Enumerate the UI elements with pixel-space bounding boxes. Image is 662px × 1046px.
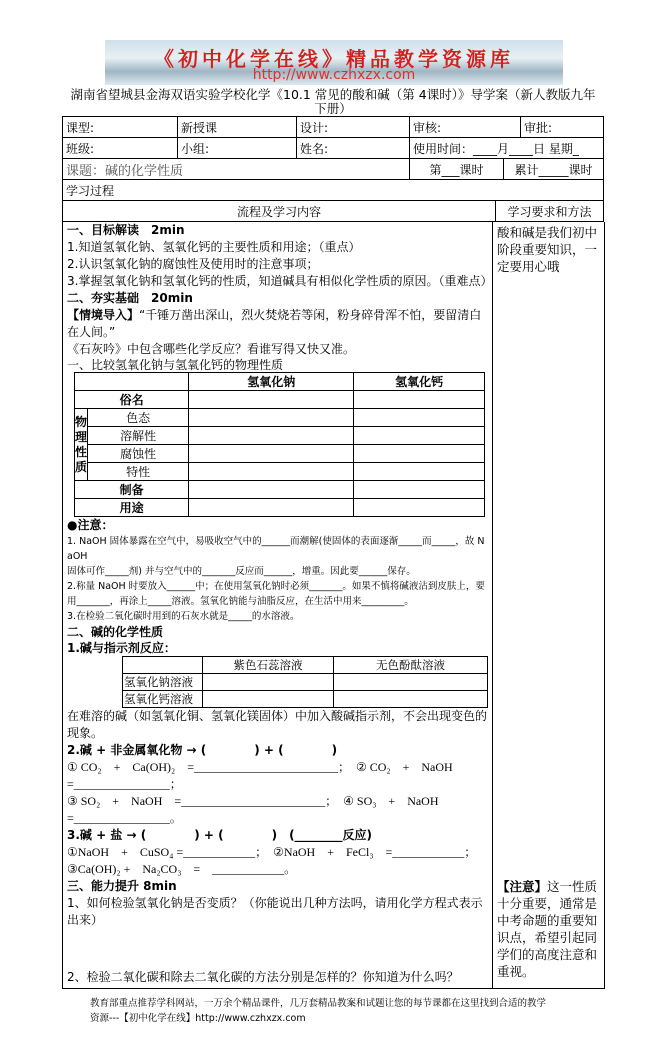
section-heading: 二、夯实基础 20min [67, 291, 193, 305]
row-label: 色态 [88, 409, 189, 427]
question: 1、如何检验氢氧化钠是否变质？（你能说出几种方法吗，请用化学方程式表示出来） [67, 896, 483, 927]
notes-heading: ●注意： [67, 518, 114, 532]
col-header: 氢氧化钠 [189, 373, 354, 391]
objective: 2.认识氢氧化钠的腐蚀性及使用时的注意事项； [67, 257, 319, 271]
banner-title: 《初中化学在线》精品教学资源库 [154, 47, 514, 71]
equation: ① CO₂ + Ca(OH)₂ =________________________； ② CO₂ + NaOH [67, 760, 453, 774]
row-label: 特性 [88, 463, 189, 481]
col-right-header: 学习要求和方法 [496, 201, 604, 222]
equation: ①NaOH + CuSO₄ =____________； ②NaOH + FeCl₃ =____________； [67, 845, 477, 859]
footer [90, 996, 662, 1046]
cell: 使用时间：____月____日 星期_ [410, 138, 604, 159]
footer-line: 教育部重点推荐学科网站，一万余个精品课件，几万套精品教案和试题让您的每节课都在这里找到合适的教学 [90, 998, 547, 1009]
row-label: 氢氧化钙溶液 [123, 691, 203, 708]
physical-properties-table [74, 372, 485, 517]
objective: 1.知道氢氧化钠、氢氧化钙的主要性质和用途；（重点） [67, 240, 361, 254]
note-line: 3.在检验二氧化碳时用到的石灰水就是_____的水溶液。 [67, 611, 300, 622]
row-label: 溶解性 [88, 427, 189, 445]
lesson-count: 第___课时 [410, 159, 504, 180]
cell: 新授课 [178, 117, 297, 138]
note-line: 2.称量 NaOH 时要放入______中；在使用氢氧化钠时必须_______。如果不慎将碱液沾到皮肤上，要 [67, 581, 485, 592]
objective: 3.掌握氢氧化钠和氢氧化钙的性质，知道碱具有相似化学性质的原因。（重难点） [67, 274, 493, 288]
note-line: 用_______，再涂上_____溶液。氢氧化钠能与油脂反应，在生活中用来_________。 [67, 596, 414, 607]
footer-line: 资源---【初中化学在线】http://www.czhxzx.com [90, 1013, 306, 1024]
note-line: 1. NaOH 固体暴露在空气中，易吸收空气中的______而潮解(使固体的表面逐渐_____而_____，故 NaOH [67, 536, 485, 562]
equation: =________________； [67, 777, 182, 791]
intro-text: “千锤万凿出深山，烈火焚烧若等闲，粉身碎骨浑不怕，要留清白在人间。” [67, 308, 482, 339]
equation: ③ SO₂ + NaOH =________________________； ④ SO₃ + NaOH [67, 794, 439, 808]
group-label: 物理性质 [75, 409, 88, 481]
subheading: 2.碱 + 非金属氧化物 → ( ) + ( ) [67, 743, 338, 757]
cell: 姓名: [297, 138, 410, 159]
doc-title: 湖南省望城县金海双语实验学校化学《10.1 常见的酸和碱（第 4课时）》导学案（新人教版九年 [70, 87, 596, 102]
cell: 课型: [63, 117, 178, 138]
cell: 小组: [178, 138, 297, 159]
subheading: 3.碱 + 盐 → ( ) + ( ) (________反应) [67, 828, 373, 842]
cell: 审批: [521, 117, 604, 138]
section-heading: 二、碱的化学性质 [67, 625, 164, 639]
row-label: 用途 [75, 499, 189, 517]
left-column [63, 222, 493, 988]
right-column [493, 222, 604, 988]
col-header: 紫色石蕊溶液 [203, 657, 334, 674]
intro-tag: 【情境导入】 [67, 308, 140, 322]
main-content [62, 222, 605, 989]
section-heading: 三、能力提升 8min [67, 879, 177, 893]
indicator-note: 在难溶的碱（如氢氧化铜、氢氧化镁固体）中加入酸碱指示剂，不会出现变色的现象。 [67, 709, 488, 740]
subheading: 1.碱与指示剂反应： [67, 641, 176, 655]
indicator-table [122, 656, 488, 708]
row-label: 腐蚀性 [88, 445, 189, 463]
col-left-header: 流程及学习内容 [63, 201, 496, 222]
row-label: 氢氧化钠溶液 [123, 674, 203, 691]
equation: =________________。 [67, 811, 182, 825]
doc-title-cont: 下册） [314, 101, 352, 116]
question: 2、检验二氧化碳和除去二氧化碳的方法分别是怎样的？你知道为什么吗？ [67, 970, 459, 984]
cell: 审核: [410, 117, 521, 138]
note-line: 固体可作_____剂) 并与空气中的_______反应而______，增重。因此要______保存。 [67, 566, 416, 577]
row-label: 制备 [75, 481, 189, 499]
process-label: 学习过程 [63, 180, 604, 201]
cell: 班级: [63, 138, 178, 159]
row-label: 俗名 [75, 391, 189, 409]
equation: ③Ca(OH)₂ + Na₂CO₃ = ____________。 [67, 862, 297, 876]
banner-logo [105, 40, 563, 85]
tip-2 [493, 876, 604, 982]
total-lessons: 累计_____课时 [504, 159, 604, 180]
section-heading: 一、目标解读 2min [67, 223, 185, 237]
col-header: 氢氧化钙 [354, 373, 485, 391]
intro-text: 《石灰吟》中包含哪些化学反应？看谁写得又快又准。 [67, 342, 356, 356]
topic-row [62, 158, 604, 201]
banner-url: http://www.czhxzx.com [252, 67, 416, 83]
column-headers [62, 200, 604, 222]
tip-1: 酸和碱是我们初中阶段重要知识，一定要用心哦 [497, 225, 598, 274]
cell: 设计: [297, 117, 410, 138]
tip-text: 这一性质十分重要，通常是中考命题的重要知识点，希望引起同学们的高度注意和重视。 [497, 879, 598, 979]
info-table [62, 116, 604, 159]
tip-tag: 【注意】 [497, 879, 548, 894]
col-header: 无色酚酞溶液 [334, 657, 488, 674]
subheading: 一、比较氢氧化钠与氢氧化钙的物理性质 [67, 358, 284, 372]
topic: 课题：碱的化学性质 [63, 159, 410, 180]
